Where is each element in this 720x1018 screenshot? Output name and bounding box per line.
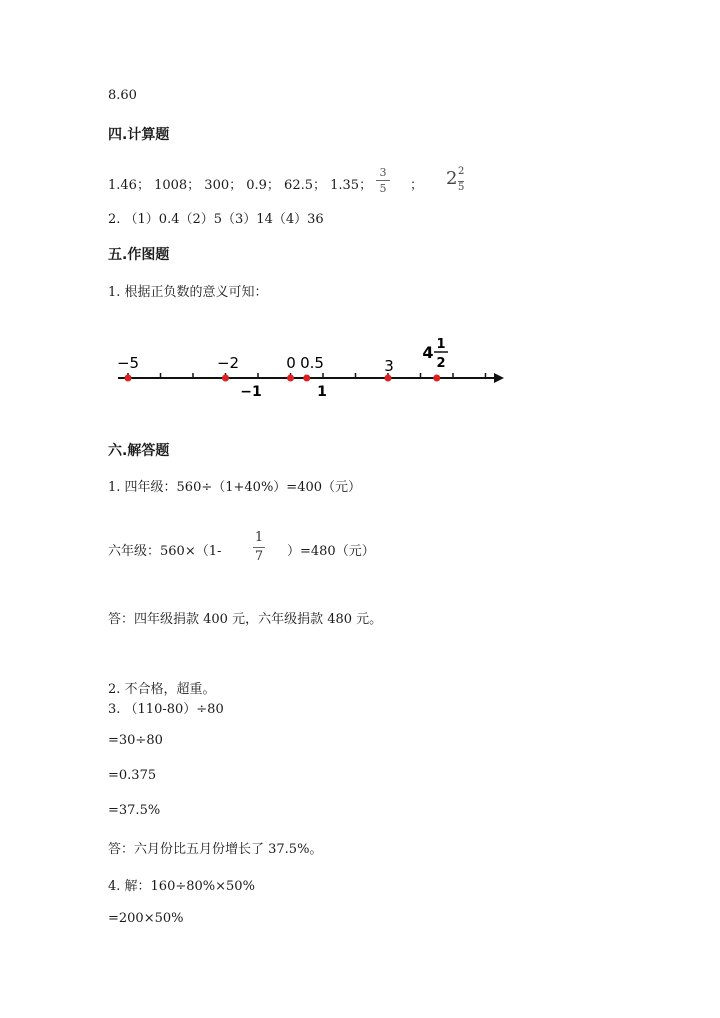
label-0-5: 0.5	[300, 354, 324, 372]
number-line	[0, 330, 720, 410]
number-line-point	[222, 375, 229, 382]
s6-q3-line3: =0.375	[108, 768, 157, 783]
s6-q3-answer: 答：六月份比五月份增长了 37.5%。	[108, 842, 323, 857]
s6-q1-line2-a: 六年级：560×（1-	[108, 544, 222, 559]
label-minus-5: −5	[116, 354, 140, 372]
section-4-title: 四.计算题	[108, 127, 170, 143]
s4-q2-line: 2. （1）0.4（2）5（3）14（4）36	[108, 212, 324, 227]
label-0: 0	[286, 354, 296, 372]
s6-q4-line1: 4. 解：160÷80%×50%	[108, 879, 255, 894]
label-4-half-num: 1	[436, 337, 446, 352]
label-minus-2: −2	[216, 354, 240, 372]
s6-q3-line2: =30÷80	[108, 733, 163, 748]
label-4-half-den: 2	[436, 356, 446, 371]
label-4-half-whole: 4	[422, 343, 434, 362]
s6-q2-line: 2. 不合格，超重。	[108, 682, 216, 697]
number-line-arrow	[494, 373, 504, 383]
s6-q1-line1: 1. 四年级：560÷（1+40%）=400（元）	[108, 480, 362, 495]
s4-q1-line: 1.46； 1008； 300； 0.9； 62.5； 1.35；	[108, 178, 373, 193]
number-line-point	[385, 375, 392, 382]
s6-q1-line2-b: ）=480（元）	[287, 544, 375, 559]
section-5-title: 五.作图题	[108, 247, 170, 263]
s6-q1-answer: 答：四年级捐款 400 元，六年级捐款 480 元。	[108, 612, 383, 627]
s6-q4-line2: =200×50%	[108, 911, 184, 926]
s4-q1-mixed-number: 2 2 5	[446, 166, 465, 193]
number-line-point	[303, 375, 310, 382]
number-line-point	[287, 375, 294, 382]
label-3: 3	[384, 357, 394, 375]
s5-q1-line: 1. 根据正负数的意义可知：	[108, 285, 268, 300]
number-line-point	[433, 375, 440, 382]
section-6-title: 六.解答题	[108, 443, 170, 459]
s6-q1-fraction: 1 7	[254, 530, 264, 564]
top-value: 8.60	[108, 88, 137, 103]
label-minus-1: −1	[240, 384, 262, 400]
s6-q3-line1: 3. （110-80）÷80	[108, 702, 224, 717]
label-1: 1	[317, 384, 327, 400]
s6-q3-line4: =37.5%	[108, 803, 161, 818]
s4-q1-separator: ；	[410, 178, 424, 193]
s4-q1-fraction: 3 5	[376, 166, 390, 195]
number-line-point	[125, 375, 132, 382]
